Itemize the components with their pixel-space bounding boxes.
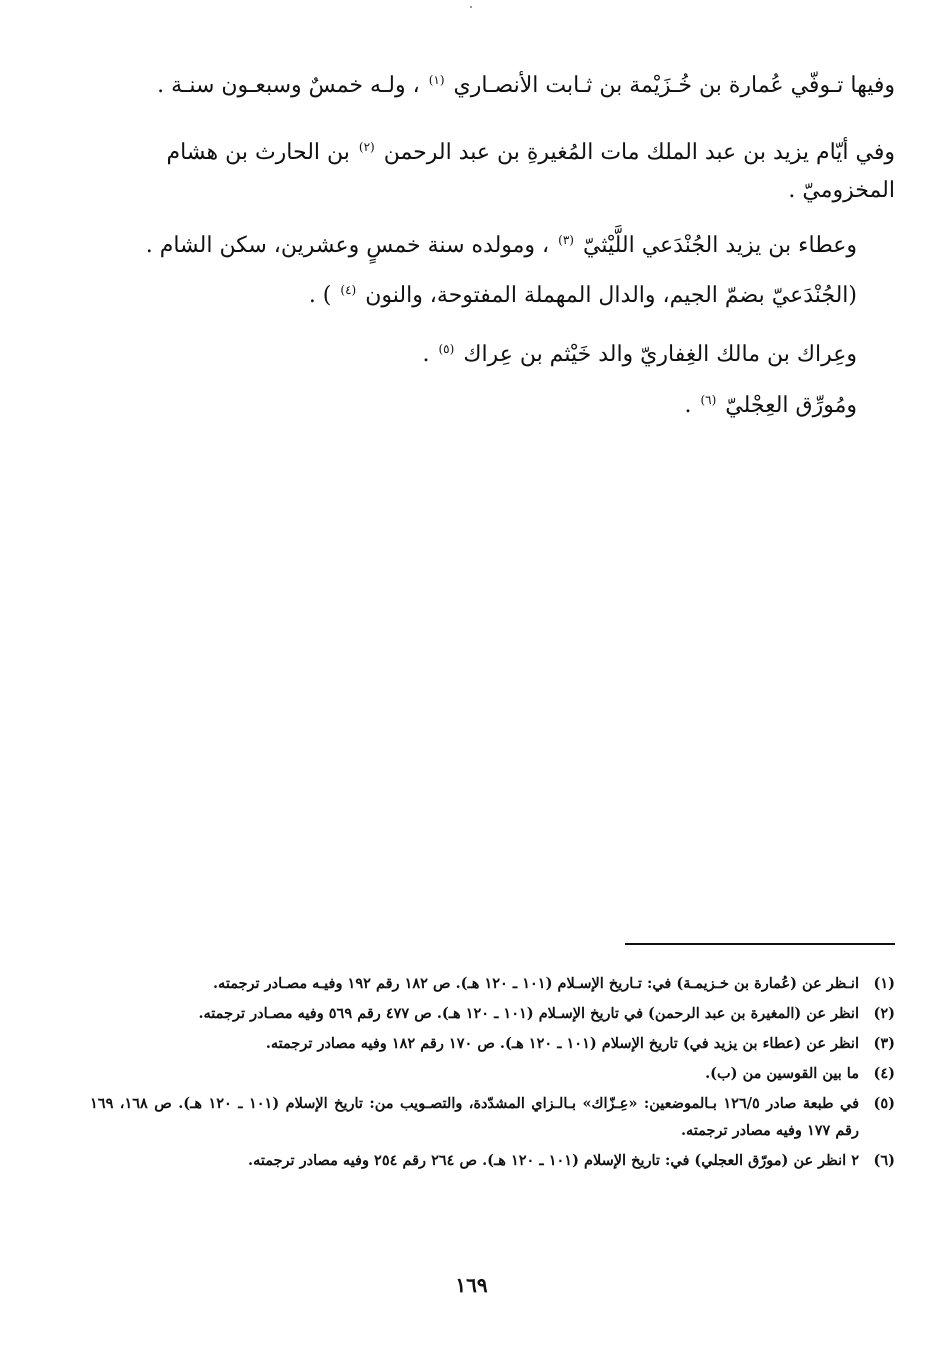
paragraph-1-text: وفيها تـوفّي عُمارة بن خُـزَيْمة بن ثـابت الأنصـاري [453,73,895,98]
footnote-3 [90,1030,895,1057]
footnote-ref-2[interactable]: (٢) [358,139,375,154]
paragraph-5 [57,337,857,373]
footnote-text: في طبعة صادر ١٢٦/٥ بـالموضعين: «عِـزّاك» بـالـزاي المشدّدة، والتصـويب من: تاريخ الإسلام (١٠١ ـ ١٢٠ هـ). ص ١٦٨، ١٦٩ رقم ١٧٧ وفيه مصادر ترجمته. [90,1095,859,1139]
scan-mark [470,6,472,8]
paragraph-6-text: ومُورِّق العِجْليّ [725,393,857,418]
footnote-text: انظر عن (المغيرة بن عبد الرحمن) في تاريخ الإسـلام (١٠١ ـ ١٢٠ هـ). ص ٤٧٧ رقم ٥٦٩ وفيه مصـادر ترجمته. [198,1005,859,1022]
paragraph-2 [95,134,895,210]
footnote-separator [625,943,895,945]
footnote-ref-5[interactable]: (٥) [438,341,455,356]
footnotes-list [90,970,895,1177]
footnote-number: (٢) [873,1005,895,1022]
paragraph-6 [57,388,857,424]
footnote-text: ٢ انظر عن (مورّق العجلي) في: تاريخ الإسلام (١٠١ ـ ١٢٠ هـ). ص ٢٦٤ رقم ٢٥٤ وفيه مصادر ترجمته. [248,1152,859,1169]
footnote-number: (١) [873,975,895,992]
paragraph-4-text: (الجُنْدَعيّ بضمّ الجيم، والدال المهملة المفتوحة، والنون [365,283,857,308]
paragraph-3-tail: ، ومولده سنة خمسٍ وعشرين، سكن الشام . [145,233,550,258]
footnote-5 [90,1090,895,1144]
footnote-number: (٦) [873,1152,895,1169]
footnote-ref-6[interactable]: (٦) [700,392,717,407]
paragraph-3 [57,228,857,264]
footnote-text: انظر عن (عطاء بن يزيد في) تاريخ الإسلام (١٠١ ـ ١٢٠ هـ). ص ١٧٠ رقم ١٨٢ وفيه مصادر ترجمته. [265,1035,859,1052]
paragraph-2-tail: بن الحارث بن هشام المخزوميّ . [166,140,895,203]
page-number: ١٦٩ [455,1273,488,1297]
footnote-text: انـظر عن (عُمارة بن خـزيمـة) في: تـاريخ الإسـلام (١٠١ ـ ١٢٠ هـ). ص ١٨٢ رقم ١٩٢ وفيـه مصـادر ترجمته. [213,975,859,992]
footnote-ref-3[interactable]: (٣) [558,232,574,247]
paragraph-5-text: وعِراك بن مالك الغِفاريّ والد خَيْثم بن عِراك [463,342,857,367]
footnote-ref-1[interactable]: (١) [428,72,445,87]
paragraph-6-tail: . [684,393,692,418]
paragraph-1-tail: ، ولـه خمسٌ وسبعـون سنـة . [157,73,420,98]
footnote-number: (٤) [873,1065,895,1082]
footnote-text: ما بين القوسين من (ب). [705,1065,859,1082]
footnote-number: (٣) [873,1035,895,1052]
footnote-1 [90,970,895,997]
paragraph-1 [95,68,895,104]
paragraph-5-tail: . [422,342,430,367]
footnote-number: (٥) [873,1095,895,1112]
footnote-6 [90,1147,895,1174]
footnote-ref-4[interactable]: (٤) [340,282,357,297]
paragraph-2-text: وفي أيّام يزيد بن عبد الملك مات المُغيرةِ بن عبد الرحمن [383,140,895,165]
footnote-2 [90,1000,895,1027]
paragraph-3-text: وعطاء بن يزيد الجُنْدَعي اللَّيْثيّ [582,233,857,258]
paragraph-4 [57,278,857,314]
footnote-4 [90,1060,895,1087]
paragraph-4-tail: ) . [308,283,332,308]
